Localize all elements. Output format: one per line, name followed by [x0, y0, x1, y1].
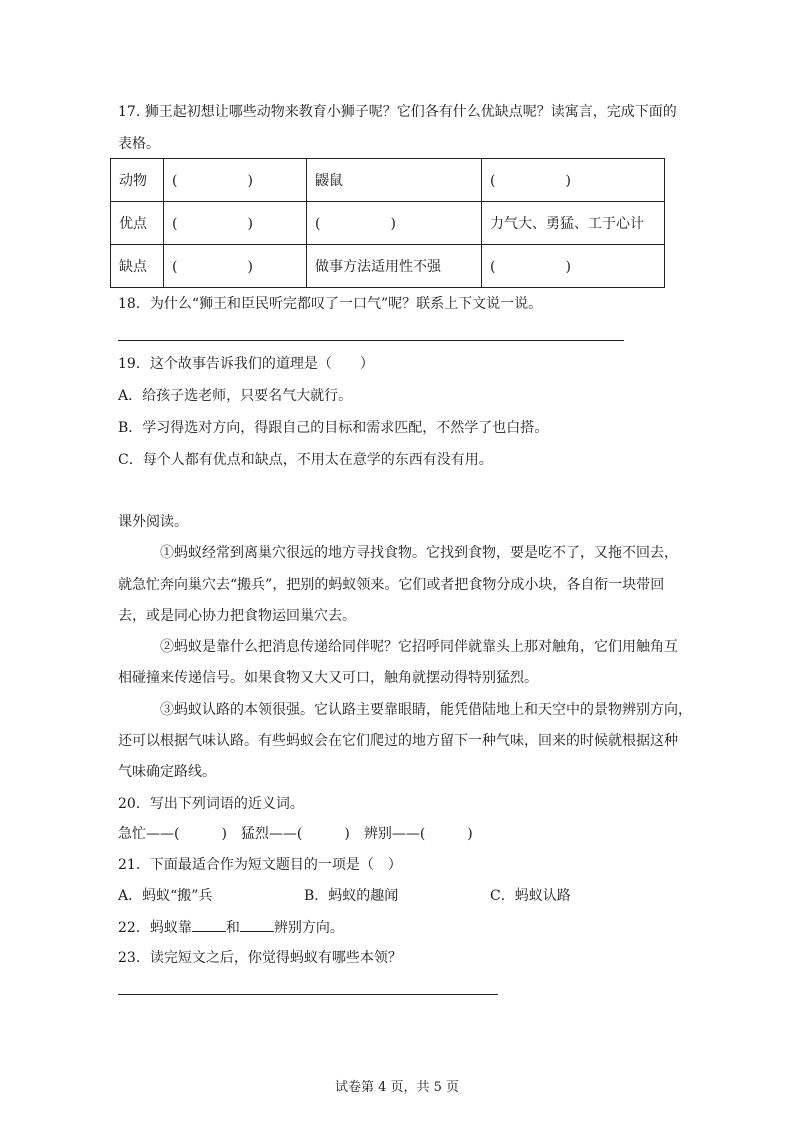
table-cell: ( ): [482, 159, 665, 202]
q18-stem: 18．为什么“狮王和臣民听完都叹了一口气”呢？联系上下文说一说。: [118, 296, 543, 312]
table-cell: 缺点: [111, 245, 164, 288]
reading-heading: 课外阅读。: [118, 514, 188, 530]
reading-line: ②蚂蚁是靠什么把消息传递给同伴呢？它招呼同伴就靠头上那对触角，它们用触角互: [160, 639, 678, 655]
table-row: [111, 245, 665, 288]
q19-option-a[interactable]: A．给孩子选老师，只要名气大就行。: [118, 388, 353, 404]
table-cell: ( ): [164, 245, 307, 288]
q21-option-a[interactable]: A．蚂蚁“搬”兵: [118, 888, 213, 904]
q20-words[interactable]: 急忙——( ) 猛烈——( ) 辨别——( ): [118, 826, 473, 842]
q22-text-after: 辨别方向。: [273, 920, 344, 936]
q22-text-before: 22．蚂蚁靠: [118, 920, 192, 936]
q21-stem: 21．下面最适合作为短文题目的一项是（ ）: [118, 857, 402, 873]
table-cell: 做事方法适用性不强: [307, 245, 482, 288]
q19-option-c[interactable]: C．每个人都有优点和缺点，不用太在意学的东西有没有用。: [118, 452, 493, 468]
q22-blank-1[interactable]: [192, 917, 226, 932]
table-cell: 鼹鼠: [307, 159, 482, 202]
table-cell: ( ): [482, 245, 665, 288]
reading-line: 相碰撞来传递信号。如果食物又大又可口，触角就摆动得特别猛烈。: [118, 670, 538, 686]
q21-options: [118, 886, 571, 906]
q19-option-b[interactable]: B．学习得选对方向，得跟自己的目标和需求匹配，不然学了也白搭。: [118, 420, 549, 436]
table-cell: 优点: [111, 202, 164, 245]
table-row: [111, 159, 665, 202]
q22-stem: [118, 917, 344, 938]
q21-option-b[interactable]: B．蚂蚁的趣闻: [304, 888, 399, 904]
reading-line: 就急忙奔向巢穴去“搬兵”，把别的蚂蚁领来。它们或者把食物分成小块，各自衔一块带回: [118, 577, 665, 593]
q22-blank-2[interactable]: [240, 917, 274, 932]
table-cell: ( ): [164, 202, 307, 245]
table-row: [111, 202, 665, 245]
q17-table: [110, 158, 665, 288]
table-cell: ( ): [307, 202, 482, 245]
reading-line: 气味确定路线。: [118, 764, 216, 780]
reading-line: ①蚂蚁经常到离巢穴很远的地方寻找食物。它找到食物，要是吃不了，又拖不回去，: [160, 545, 678, 561]
q17-stem-line-2: 表格。: [118, 136, 160, 152]
q19-stem: 19．这个故事告诉我们的道理是（ ）: [118, 356, 374, 372]
q18-answer-line[interactable]: [118, 340, 624, 341]
q21-option-c[interactable]: C．蚂蚁认路: [490, 888, 571, 904]
q23-answer-line[interactable]: [118, 994, 498, 995]
q22-text-middle: 和: [225, 920, 240, 936]
table-cell: 力气大、勇猛、工于心计: [482, 202, 665, 245]
reading-line: ③蚂蚁认路的本领很强。它认路主要靠眼睛，能凭借陆地上和天空中的景物辨别方向，: [160, 702, 692, 718]
page-footer: 试卷第 4 页，共 5 页: [334, 1080, 460, 1095]
table-cell: 动物: [111, 159, 164, 202]
q23-stem: 23．读完短文之后，你觉得蚂蚁有哪些本领？: [118, 950, 402, 966]
q17-stem-line-1: 17. 狮王起初想让哪些动物来教育小狮子呢？它们各有什么优缺点呢？读寓言，完成下面的: [118, 104, 677, 120]
reading-line: 去，或是同心协力把食物运回巢穴去。: [118, 608, 356, 624]
q20-stem: 20．写出下列词语的近义词。: [118, 796, 304, 812]
reading-line: 还可以根据气味认路。有些蚂蚁会在它们爬过的地方留下一种气味，回来的时候就根据这种: [118, 733, 678, 749]
table-cell: ( ): [164, 159, 307, 202]
